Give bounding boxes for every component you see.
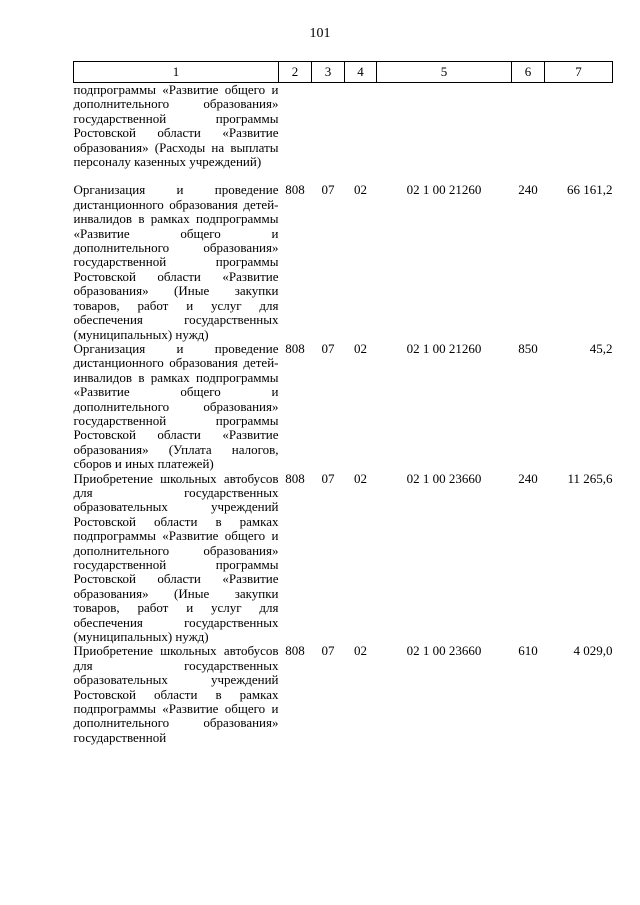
row-ved	[279, 83, 312, 184]
row-rz: 07	[321, 182, 335, 198]
budget-table	[73, 61, 613, 745]
header-col-6: 6	[512, 62, 545, 83]
header-col-3: 3	[312, 62, 345, 83]
row-vr: 610	[518, 643, 538, 659]
header-col-1: 1	[74, 62, 279, 83]
row-csr: 02 1 00 21260	[406, 340, 482, 356]
row-rz: 07	[321, 340, 335, 356]
row-rz	[312, 83, 345, 184]
row-csr: 02 1 00 23660	[406, 470, 482, 486]
row-csr	[377, 83, 512, 184]
row-pr: 02	[354, 182, 367, 198]
row-vr: 240	[518, 470, 538, 486]
row-amount: 4 029,0	[573, 643, 613, 659]
row-description: Организация и проведение дистанционного образования детей-инвалидов в рамках подпрограммы «Развитие общего и дополнительного образования» государственной программы Ростовской области «Развитие образования» (Уплата налогов, сборов и иных платежей)	[73, 340, 279, 472]
row-description: Приобретение школьных автобусов для государственных образовательных учреждений Ростовской области в рамках подпрограммы «Развитие общего и дополнительного образования» государственной программы Ростовской области «Развитие образования» (Иные закупки товаров, работ и услуг для обеспечения государственных (муниципальных) нужд)	[73, 470, 279, 645]
row-pr: 02	[354, 340, 367, 356]
table-row	[74, 472, 613, 645]
row-description: Приобретение школьных автобусов для государственных образовательных учреждений Ростовской области в рамках подпрограммы «Развитие общего и дополнительного образования» государственной	[73, 643, 279, 745]
header-col-5: 5	[377, 62, 512, 83]
table-row	[74, 83, 613, 184]
row-vr	[512, 83, 545, 184]
table-row	[74, 644, 613, 745]
row-ved: 808	[285, 643, 305, 659]
row-rz: 07	[321, 643, 335, 659]
row-csr: 02 1 00 21260	[406, 182, 482, 198]
header-col-2: 2	[279, 62, 312, 83]
row-pr: 02	[354, 470, 367, 486]
row-pr: 02	[354, 643, 367, 659]
row-amount	[545, 83, 613, 184]
header-col-4: 4	[345, 62, 377, 83]
page-number: 101	[309, 26, 331, 41]
row-ved: 808	[285, 470, 305, 486]
row-description: подпрограммы «Развитие общего и дополнительного образования» государственной программы Ростовской области «Развитие образования» (Расходы на выплаты персоналу казенных учреждений)	[73, 82, 279, 170]
table-row	[74, 183, 613, 341]
row-rz: 07	[321, 470, 335, 486]
row-amount: 66 161,2	[567, 182, 613, 198]
row-amount: 11 265,6	[567, 470, 613, 486]
row-vr: 240	[518, 182, 538, 198]
row-description: Организация и проведение дистанционного образования детей-инвалидов в рамках подпрограммы «Развитие общего и дополнительного образования» государственной программы Ростовской области «Развитие образования» (Иные закупки товаров, работ и услуг для обеспечения государственных (муниципальных) нужд)	[73, 182, 279, 342]
row-ved: 808	[285, 182, 305, 198]
row-vr: 850	[518, 340, 538, 356]
row-ved: 808	[285, 340, 305, 356]
row-pr	[345, 83, 377, 184]
header-col-7: 7	[545, 62, 613, 83]
row-amount: 45,2	[589, 340, 613, 356]
row-csr: 02 1 00 23660	[406, 643, 482, 659]
table-row	[74, 342, 613, 472]
header-row	[74, 62, 613, 83]
